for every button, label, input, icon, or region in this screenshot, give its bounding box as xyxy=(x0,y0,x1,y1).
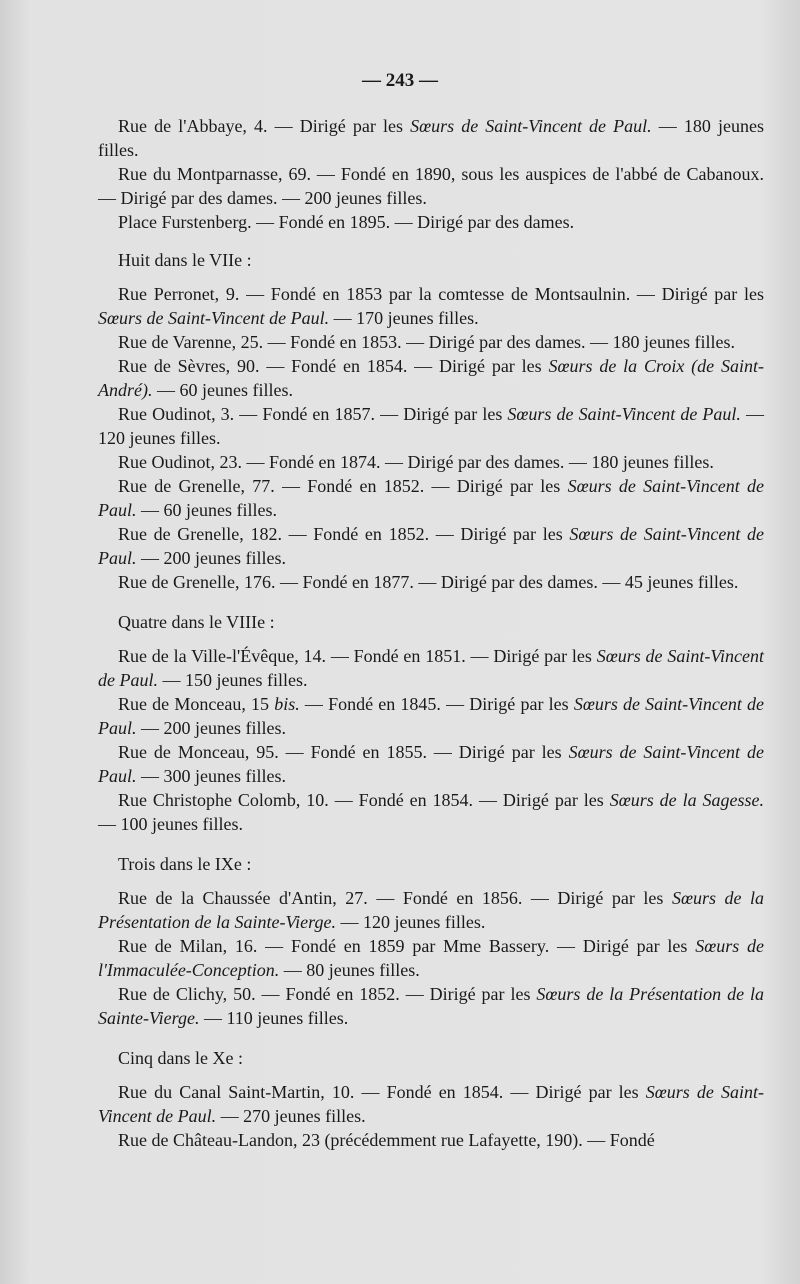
entry-italic-text: Sœurs de Saint-Vincent de Paul. xyxy=(98,476,764,520)
entry-text: — Fondé en 1845. — Dirigé par les xyxy=(299,694,574,714)
entry-paragraph xyxy=(98,282,764,330)
entry-text: — 110 jeunes filles. xyxy=(199,1008,349,1028)
entry-text: — 200 jeunes filles. xyxy=(136,548,286,568)
entry-paragraph xyxy=(98,474,764,522)
entry-paragraph xyxy=(98,1080,764,1128)
entry-text: Place Furstenberg. — Fondé en 1895. — Dirigé par des dames. xyxy=(118,212,575,232)
entry-italic-text: Sœurs de Saint-Vincent de Paul. xyxy=(98,1082,764,1126)
entry-text: — 300 jeunes filles. xyxy=(136,766,286,786)
page-number: — 243 — xyxy=(362,70,438,91)
entry-text: — 120 jeunes filles. xyxy=(335,912,486,932)
entry-text: Rue de Monceau, 15 xyxy=(118,694,275,714)
section-heading: Quatre dans le VIIIe : xyxy=(118,612,275,632)
entry-text: — 270 jeunes filles. xyxy=(216,1106,366,1126)
entry-paragraph xyxy=(98,934,764,982)
entry-paragraph xyxy=(98,330,764,354)
entry-text: Rue de Monceau, 95. — Fondé en 1855. — Dirigé par les xyxy=(118,742,569,762)
entry-text: — 60 jeunes filles. xyxy=(136,500,277,520)
entry-text: Rue de Grenelle, 176. — Fondé en 1877. — Dirigé par des dames. — 45 jeunes filles. xyxy=(118,572,739,592)
entry-paragraph xyxy=(98,788,764,836)
entry-paragraph xyxy=(98,1128,764,1152)
entry-italic-text: Sœurs de la Présentation de la Sainte-Vierge. xyxy=(98,984,765,1028)
entry-text: — 120 jeunes filles. xyxy=(98,404,764,448)
entry-text: Rue de la Ville-l'Évêque, 14. — Fondé en 1851. — Dirigé par les xyxy=(118,646,597,666)
entry-text: — 180 jeunes filles. xyxy=(98,116,764,160)
section-heading: Huit dans le VIIe : xyxy=(118,250,252,270)
entry-paragraph xyxy=(98,522,764,570)
entry-paragraph xyxy=(98,692,764,740)
entry-text: — 60 jeunes filles. xyxy=(152,380,293,400)
entry-italic-text: Sœurs de la Présentation de la Sainte-Vierge. xyxy=(98,888,764,932)
entry-text: — 170 jeunes filles. xyxy=(329,308,479,328)
entry-text: Rue Oudinot, 3. — Fondé en 1857. — Dirigé par les xyxy=(118,404,508,424)
entry-italic-text: Sœurs de Saint-Vincent de Paul. xyxy=(98,524,764,568)
entry-text: Rue de l'Abbaye, 4. — Dirigé par les xyxy=(118,116,411,136)
entry-paragraph xyxy=(98,114,764,162)
entry-italic-text: Sœurs de Saint-Vincent de Paul. xyxy=(98,742,764,786)
entry-paragraph xyxy=(98,740,764,788)
entry-text: — 200 jeunes filles. xyxy=(136,718,286,738)
section-heading: Cinq dans le Xe : xyxy=(118,1048,243,1068)
entry-paragraph xyxy=(98,644,764,692)
entry-italic-text: Sœurs de l'Immaculée-Conception. xyxy=(98,936,764,980)
entry-italic-text: Sœurs de la Sagesse. xyxy=(609,790,765,810)
entry-paragraph xyxy=(98,886,764,934)
entry-text: — 100 jeunes filles. xyxy=(98,814,243,834)
entry-text: Rue du Montparnasse, 69. — Fondé en 1890, sous les auspices de l'abbé de Cabanoux. — Dirigé par des dames. — 200 jeunes filles. xyxy=(98,164,764,208)
entry-italic-text: Sœurs de Saint-Vincent de Paul. xyxy=(98,646,764,690)
entry-text: — 80 jeunes filles. xyxy=(279,960,420,980)
entry-text: Rue du Canal Saint-Martin, 10. — Fondé en 1854. — Dirigé par les xyxy=(118,1082,646,1102)
page-body xyxy=(98,114,764,1152)
entry-text: Rue Perronet, 9. — Fondé en 1853 par la comtesse de Montsaulnin. — Dirigé par les xyxy=(118,284,764,304)
entry-paragraph xyxy=(98,402,764,450)
entry-paragraph xyxy=(98,570,764,594)
entry-paragraph xyxy=(98,450,764,474)
section-heading: Trois dans le IXe : xyxy=(118,854,252,874)
entry-text: — 150 jeunes filles. xyxy=(158,670,308,690)
entry-text: Rue de Château-Landon, 23 (précédemment rue Lafayette, 190). — Fondé xyxy=(118,1130,655,1150)
entry-italic-text: bis. xyxy=(274,694,300,714)
entry-italic-text: Sœurs de Saint-Vincent de Paul. xyxy=(98,694,764,738)
entry-paragraph xyxy=(98,982,764,1030)
entry-text: Rue de Grenelle, 182. — Fondé en 1852. — Dirigé par les xyxy=(118,524,570,544)
entry-text: Rue de Sèvres, 90. — Fondé en 1854. — Dirigé par les xyxy=(118,356,549,376)
entry-text: Rue de Varenne, 25. — Fondé en 1853. — Dirigé par des dames. — 180 jeunes filles. xyxy=(118,332,736,352)
entry-text: Rue Christophe Colomb, 10. — Fondé en 1854. — Dirigé par les xyxy=(118,790,610,810)
entry-italic-text: Sœurs de Saint-Vincent de Paul. xyxy=(98,308,330,328)
entry-text: Rue de Grenelle, 77. — Fondé en 1852. — Dirigé par les xyxy=(118,476,568,496)
entry-text: Rue de Clichy, 50. — Fondé en 1852. — Dirigé par les xyxy=(118,984,537,1004)
entry-paragraph xyxy=(98,210,764,234)
entry-italic-text: Sœurs de Saint-Vincent de Paul. xyxy=(410,116,652,136)
entry-italic-text: Sœurs de Saint-Vincent de Paul. xyxy=(507,404,741,424)
entry-text: Rue Oudinot, 23. — Fondé en 1874. — Dirigé par des dames. — 180 jeunes filles. xyxy=(118,452,714,472)
entry-paragraph xyxy=(98,162,764,210)
entry-text: Rue de Milan, 16. — Fondé en 1859 par Mme Bassery. — Dirigé par les xyxy=(118,936,696,956)
entry-italic-text: Sœurs de la Croix (de Saint-André). xyxy=(98,356,764,400)
entry-text: Rue de la Chaussée d'Antin, 27. — Fondé en 1856. — Dirigé par les xyxy=(118,888,672,908)
entry-paragraph xyxy=(98,354,764,402)
